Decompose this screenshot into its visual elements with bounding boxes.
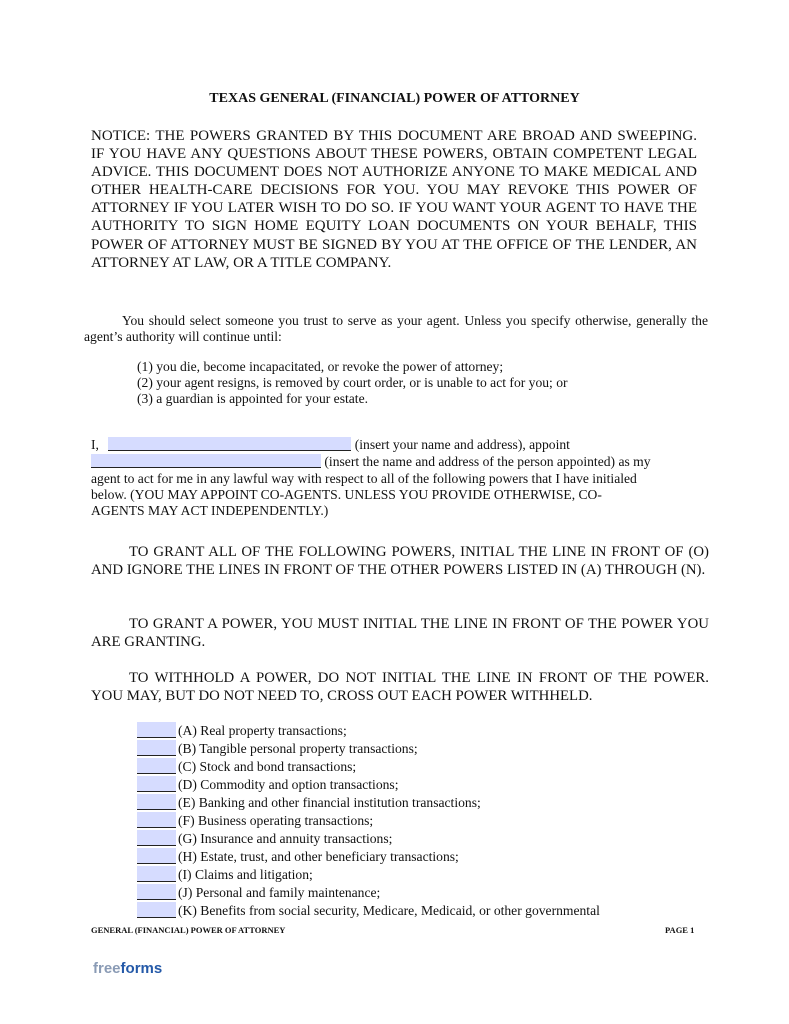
initial-field[interactable] <box>137 902 176 918</box>
power-label: (D) Commodity and option transactions; <box>178 777 399 792</box>
appoint-prefix: I, <box>91 437 99 452</box>
power-row <box>137 776 600 794</box>
footer-page-number: PAGE 1 <box>665 925 695 935</box>
notice-paragraph: NOTICE: THE POWERS GRANTED BY THIS DOCUMENT ARE BROAD AND SWEEPING. IF YOU HAVE ANY QUESTIONS ABOUT THESE POWERS, OBTAIN COMPETENT LEGAL ADVICE. THIS DOCUMENT DOES NOT AUTHORIZE ANYONE TO MAKE MEDICAL AND OTHER HEALTH-CARE DECISIONS FOR YOU. YOU MAY REVOKE THIS POWER OF ATTORNEY IF YOU LATER WISH TO DO SO. IF YOU WANT YOUR AGENT TO HAVE THE AUTHORITY TO SIGN HOME EQUITY LOAN DOCUMENTS ON YOUR BEHALF, THIS POWER OF ATTORNEY MUST BE SIGNED BY YOU AT THE OFFICE OF THE LENDER, AN ATTORNEY AT LAW, OR A TITLE COMPANY. <box>91 128 697 271</box>
logo-free-text: free <box>93 960 121 977</box>
initial-field[interactable] <box>137 776 176 792</box>
footer-document-name: GENERAL (FINANCIAL) POWER OF ATTORNEY <box>91 925 286 935</box>
agent-name-field[interactable] <box>91 454 321 468</box>
power-row <box>137 758 600 776</box>
power-row <box>137 866 600 884</box>
initial-field[interactable] <box>137 722 176 738</box>
instruction-grant-all: TO GRANT ALL OF THE FOLLOWING POWERS, INITIAL THE LINE IN FRONT OF (O) AND IGNORE THE LINES IN FRONT OF THE OTHER POWERS LISTED IN (A) THROUGH (N). <box>91 544 709 578</box>
powers-list <box>137 722 600 920</box>
principal-name-field[interactable] <box>108 437 351 451</box>
power-label: (I) Claims and litigation; <box>178 867 313 882</box>
power-row <box>137 740 600 758</box>
freeforms-logo[interactable] <box>93 960 162 977</box>
initial-field[interactable] <box>137 758 176 774</box>
initial-field[interactable] <box>137 794 176 810</box>
initial-field[interactable] <box>137 884 176 900</box>
power-label: (J) Personal and family maintenance; <box>178 885 381 900</box>
power-row <box>137 794 600 812</box>
condition-item: (2) your agent resigns, is removed by court order, or is unable to act for you; or <box>137 375 568 390</box>
condition-item: (1) you die, become incapacitated, or revoke the power of attorney; <box>137 359 504 374</box>
power-label: (F) Business operating transactions; <box>178 813 374 828</box>
power-row <box>137 722 600 740</box>
initial-field[interactable] <box>137 848 176 864</box>
initial-field[interactable] <box>137 830 176 846</box>
initial-field[interactable] <box>137 866 176 882</box>
principal-name-hint: (insert your name and address), appoint <box>354 437 570 452</box>
instruction-withhold-power: TO WITHHOLD A POWER, DO NOT INITIAL THE LINE IN FRONT OF THE POWER. YOU MAY, BUT DO NOT NEED TO, CROSS OUT EACH POWER WITHHELD. <box>91 670 709 704</box>
power-label: (A) Real property transactions; <box>178 723 347 738</box>
appoint-section <box>91 437 711 519</box>
appoint-rest: agent to act for me in any lawful way with respect to all of the following powers that I have initialed below. (YOU MAY APPOINT CO-AGENTS. UNLESS YOU PROVIDE OTHERWISE, CO-AGENTS MAY ACT INDEPENDENTLY.) <box>91 471 637 518</box>
agent-name-hint: (insert the name and address of the person appointed) as my <box>324 454 651 469</box>
power-label: (G) Insurance and annuity transactions; <box>178 831 393 846</box>
power-label: (K) Benefits from social security, Medicare, Medicaid, or other governmental <box>178 903 600 918</box>
power-row <box>137 902 600 920</box>
instruction-grant-power: TO GRANT A POWER, YOU MUST INITIAL THE LINE IN FRONT OF THE POWER YOU ARE GRANTING. <box>91 616 709 650</box>
power-row <box>137 830 600 848</box>
logo-forms-text: forms <box>120 960 163 977</box>
power-label: (B) Tangible personal property transactions; <box>178 741 418 756</box>
agent-intro-paragraph: You should select someone you trust to serve as your agent. Unless you specify otherwise, generally the agent’s authority will continue until: <box>84 313 708 344</box>
initial-field[interactable] <box>137 812 176 828</box>
power-label: (H) Estate, trust, and other beneficiary transactions; <box>178 849 459 864</box>
power-row <box>137 812 600 830</box>
power-row <box>137 884 600 902</box>
condition-item: (3) a guardian is appointed for your estate. <box>137 391 369 406</box>
conditions-list <box>137 359 697 407</box>
power-label: (C) Stock and bond transactions; <box>178 759 357 774</box>
power-label: (E) Banking and other financial institution transactions; <box>178 795 481 810</box>
power-row <box>137 848 600 866</box>
initial-field[interactable] <box>137 740 176 756</box>
document-title: TEXAS GENERAL (FINANCIAL) POWER OF ATTORNEY <box>209 91 580 106</box>
